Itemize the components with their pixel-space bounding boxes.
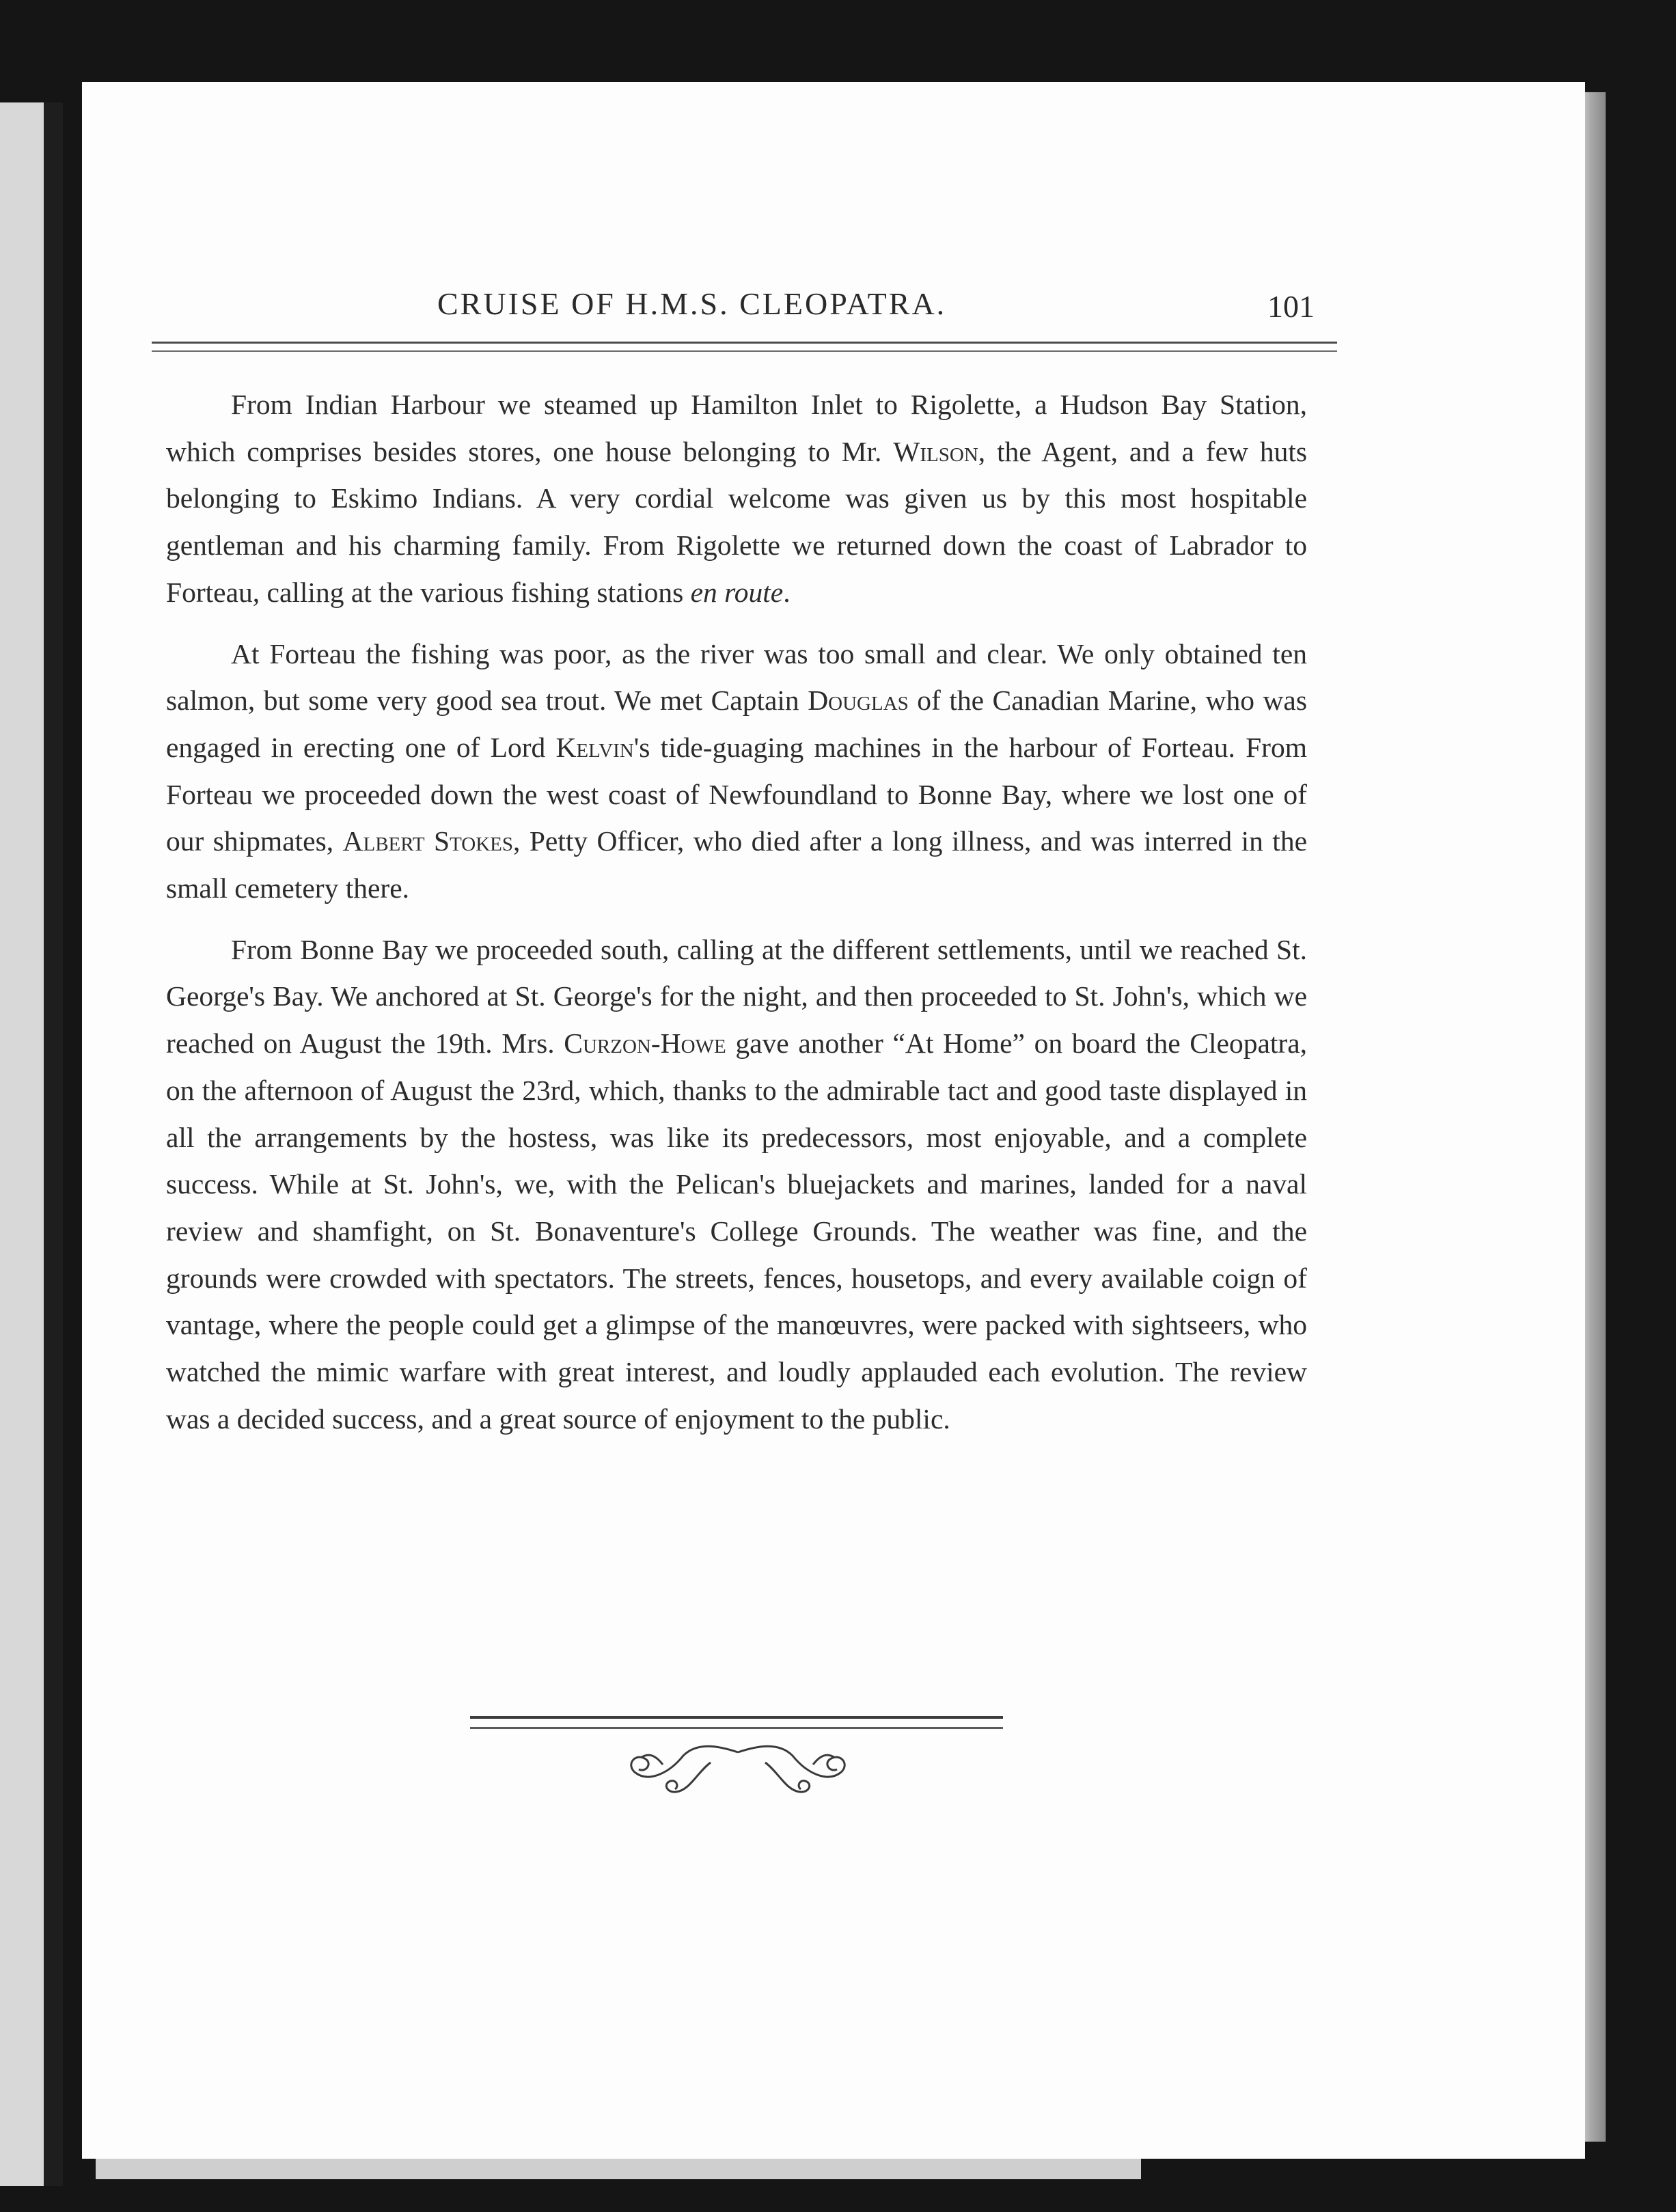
page-header [437, 286, 1325, 333]
header-double-rule [152, 342, 1337, 352]
page-number: 101 [1267, 289, 1315, 324]
italic-en-route: en route [690, 576, 784, 608]
paragraph-forteau: At Forteau the fishing was poor, as the river was too small and clear. We only obtained ten salmon, but some very good sea trout. We met Captain Douglas of the Canadian Marine, who was engaged in erecting one of Lord Kelvin's tide-guaging machines in the harbour of Forteau. From Forteau we proceeded down the west coast of Newfoundland to Bonne Bay, where we lost one of our shipmates, Albert Stokes, Petty Officer, who died after a long illness, and was interred in the small cemetery there. [166, 637, 1307, 904]
ornament-double-rule [470, 1716, 1003, 1729]
scroll-flourish-icon [608, 1732, 868, 1807]
paragraph-st-johns: From Bonne Bay we proceeded south, calling at the different settlements, until we reached St. George's Bay. We anchored at St. George's for the night, and then proceeded to St. John's, which we reached on August the 19th. Mrs. Curzon-Howe gave another “At Home” on board the Cleopatra, on the afternoon of August the 23rd, which, thanks to the admirable tact and good taste displayed in all the arrangements by the hostess, was like its predecessors, most enjoyable, and a complete success. While at St. John's, we, with the Pelican's bluejackets and marines, landed for a naval review and shamfight, on St. Bonaventure's College Grounds. The weather was fine, and the grounds were crowded with spectators. The streets, fences, housetops, and every available coign of vantage, where the people could get a glimpse of the manœuvres, were packed with sightseers, who watched the mimic warfare with great interest, and loudly applauded each evolution. The review was a decided success, and a great source of enjoyment to the public. [166, 933, 1308, 1435]
name-curzon-howe: Curzon-Howe [564, 1027, 726, 1060]
running-title: CRUISE OF H.M.S. CLEOPATRA. [437, 286, 947, 321]
name-albert-stokes: Albert Stokes [342, 825, 514, 857]
book-spine [44, 102, 63, 2186]
body-text [166, 381, 1307, 1456]
name-wilson: Wilson [893, 435, 978, 467]
name-douglas: Douglas [808, 685, 909, 717]
name-kelvin: Kelvin [555, 731, 634, 763]
facing-page-edge [0, 102, 63, 2186]
paragraph-rigolette: From Indian Harbour we steamed up Hamilton Inlet to Rigolette, a Hudson Bay Station, which comprises besides stores, one house belonging to Mr. Wilson, the Agent, and a few huts belonging to Eskimo Indians. A very cordial welcome was given us by this most hospitable gentleman and his charming family. From Rigolette we returned down the coast of Labrador to Forteau, calling at the various fishing stations en route. [166, 389, 1307, 608]
